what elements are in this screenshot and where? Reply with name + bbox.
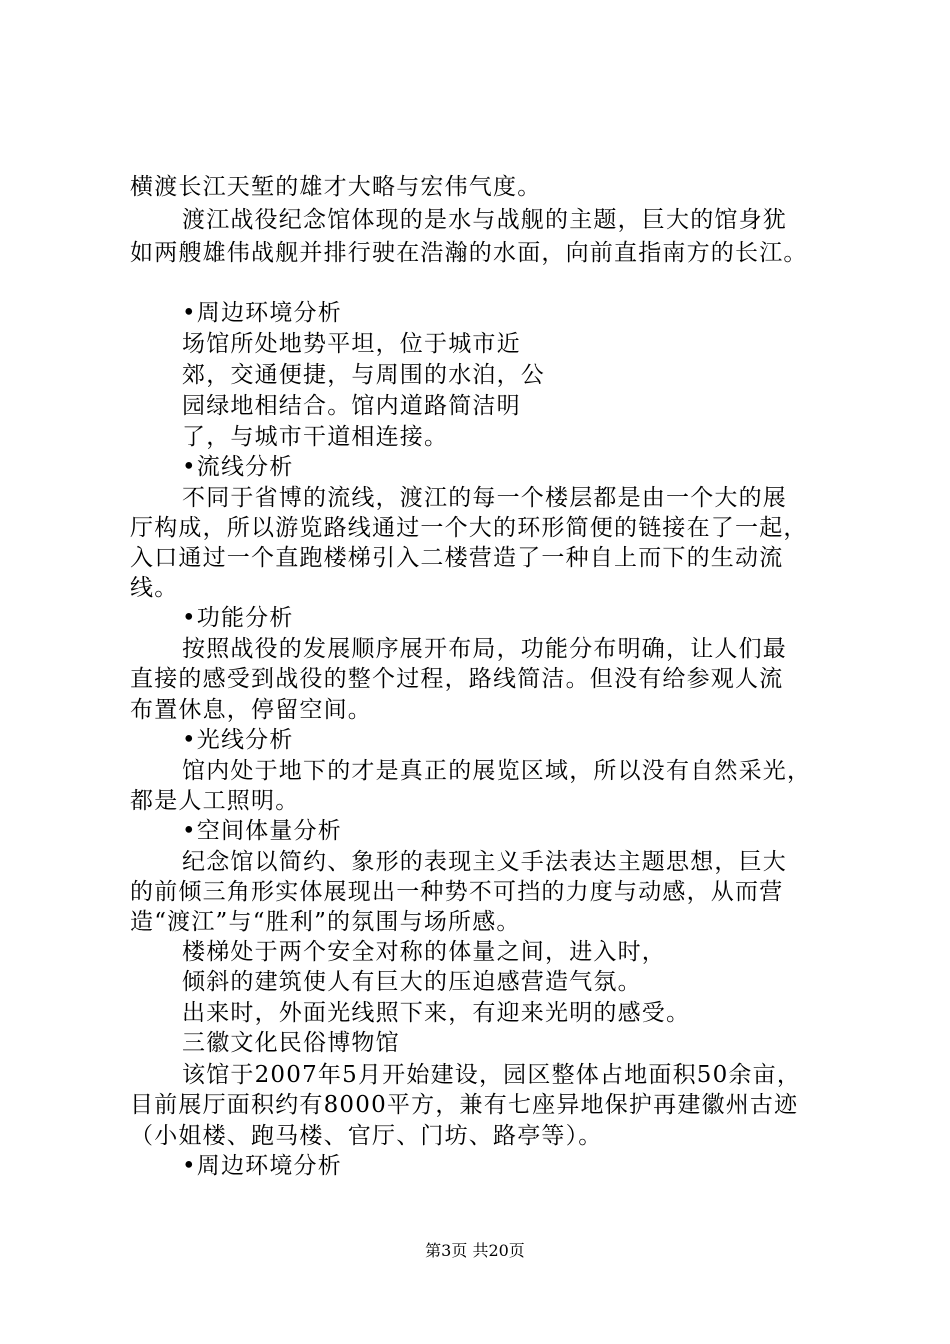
paragraph-line: 厅构成，所以游览路线通过一个大的环形简便的链接在了一起， bbox=[130, 515, 808, 541]
paragraph-line: 倾斜的建筑使人有巨大的压迫感营造气氛。 bbox=[182, 969, 642, 995]
paragraph-line: 造“渡江”与“胜利”的氛围与场所感。 bbox=[130, 909, 521, 935]
paragraph-line: 楼梯处于两个安全对称的体量之间，进入时， bbox=[182, 939, 666, 965]
paragraph-line: 目前展厅面积约有8000平方，兼有七座异地保护再建徽州古迹 bbox=[130, 1092, 799, 1118]
paragraph-line: 了，与城市干道相连接。 bbox=[182, 424, 449, 450]
section-heading: •周边环境分析 bbox=[182, 1153, 342, 1179]
page-number-footer: 第3页 共20页 bbox=[425, 1241, 525, 1260]
paragraph-line: 如两艘雄伟战舰并排行驶在浩瀚的水面，向前直指南方的长江。 bbox=[130, 240, 808, 266]
paragraph-line: 的前倾三角形实体展现出一种势不可挡的力度与动感，从而营 bbox=[130, 879, 784, 905]
paragraph-line: 出来时，外面光线照下来，有迎来光明的感受。 bbox=[182, 1000, 691, 1026]
paragraph-line: （小姐楼、跑马楼、官厅、门坊、路亭等）。 bbox=[130, 1123, 603, 1149]
museum-title: 三徽文化民俗博物馆 bbox=[182, 1030, 400, 1056]
paragraph-line: 都是人工照明。 bbox=[130, 788, 300, 814]
section-heading: •空间体量分析 bbox=[182, 818, 342, 844]
paragraph-line: 场馆所处地势平坦，位于城市近 bbox=[182, 331, 521, 357]
paragraph-line: 该馆于2007年5月开始建设，园区整体占地面积50余亩， bbox=[182, 1062, 802, 1088]
section-heading: •流线分析 bbox=[182, 454, 294, 480]
paragraph-line: 园绿地相结合。馆内道路简洁明 bbox=[182, 393, 521, 419]
paragraph-line: 馆内处于地下的才是真正的展览区域，所以没有自然采光， bbox=[182, 758, 812, 784]
paragraph-line: 线。 bbox=[130, 575, 179, 601]
paragraph-line: 按照战役的发展顺序展开布局，功能分布明确，让人们最 bbox=[182, 636, 787, 662]
paragraph-line: 渡江战役纪念馆体现的是水与战舰的主题，巨大的馆身犹 bbox=[182, 207, 787, 233]
paragraph-line: 布置休息，停留空间。 bbox=[130, 697, 372, 723]
paragraph-line: 横渡长江天堑的雄才大略与宏伟气度。 bbox=[130, 174, 542, 200]
section-heading: •周边环境分析 bbox=[182, 300, 342, 326]
paragraph-line: 不同于省博的流线，渡江的每一个楼层都是由一个大的展 bbox=[182, 485, 787, 511]
section-heading: •功能分析 bbox=[182, 605, 294, 631]
section-heading: •光线分析 bbox=[182, 727, 294, 753]
paragraph-line: 入口通过一个直跑楼梯引入二楼营造了一种自上而下的生动流 bbox=[130, 545, 784, 571]
paragraph-line: 郊，交通便捷，与周围的水泊，公 bbox=[182, 362, 545, 388]
paragraph-line: 纪念馆以简约、象形的表现主义手法表达主题思想，巨大 bbox=[182, 849, 787, 875]
paragraph-line: 直接的感受到战役的整个过程，路线简洁。但没有给参观人流 bbox=[130, 666, 784, 692]
